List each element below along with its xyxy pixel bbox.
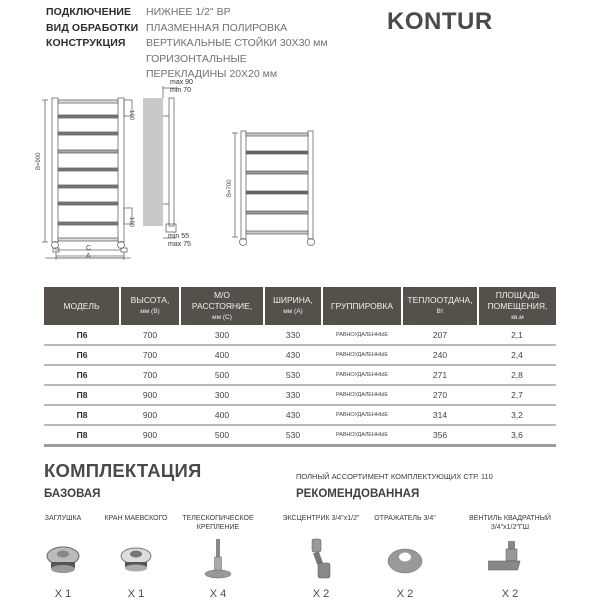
table-row: П8 900 500 530 РАВНОУДАЛЕННЫЕ 356 3,6 bbox=[44, 425, 556, 445]
table-header-row bbox=[44, 287, 556, 325]
kit-item-eccentric: ЭКСЦЕНТРИК 3/4"х1/2" X 2 bbox=[282, 515, 360, 600]
spec-label: ВИД ОБРАБОТКИ bbox=[46, 21, 139, 34]
header-room-area: ПЛОЩАДЬ ПОМЕЩЕНИЯ, кв.м bbox=[478, 287, 556, 325]
kit-note: ПОЛНЫЙ АССОРТИМЕНТ КОМПЛЕКТУЮЩИХ СТР. 110 bbox=[296, 472, 493, 481]
header-heat-output: ТЕПЛООТДАЧА, Вт bbox=[402, 287, 478, 325]
eccentric-icon bbox=[281, 534, 361, 584]
kit-item-square-valve: ВЕНТИЛЬ КВАДРАТНЫЙ 3/4"х1/2"ГШ X 2 bbox=[460, 514, 560, 600]
front-drawing-small bbox=[225, 125, 325, 250]
header-distance: М/О РАССТОЯНИЕ, мм (C) bbox=[180, 287, 264, 325]
table-row: П8 900 300 330 РАВНОУДАЛЕННЫЕ 270 2,7 bbox=[44, 385, 556, 405]
air-valve-icon bbox=[96, 534, 176, 584]
kit-item-air-valve: КРАН МАЕВСКОГО X 1 bbox=[96, 514, 176, 600]
specs-block bbox=[46, 5, 328, 83]
spec-label: КОНСТРУКЦИЯ bbox=[46, 37, 126, 49]
kit-recommended-title: РЕКОМЕНДОВАННАЯ bbox=[296, 488, 420, 500]
kit-item-reflector: ОТРАЖАТЕЛЬ 3/4" X 2 bbox=[365, 514, 445, 600]
svg-text:100: 100 bbox=[128, 217, 134, 228]
svg-text:B=900: B=900 bbox=[36, 152, 42, 170]
side-bottom-dim-max: max 75 bbox=[168, 241, 191, 248]
kit-base-title: БАЗОВАЯ bbox=[44, 488, 101, 500]
svg-text:A: A bbox=[86, 253, 91, 260]
svg-text:B=700: B=700 bbox=[227, 179, 233, 197]
brand-title: KONTUR bbox=[387, 8, 493, 35]
spec-value: ВЕРТИКАЛЬНЫЕ СТОЙКИ 30Х30 мм bbox=[146, 37, 328, 49]
header-height: ВЫСОТА, мм (B) bbox=[120, 287, 180, 325]
square-valve-icon bbox=[460, 534, 560, 584]
reflector-icon bbox=[365, 534, 445, 584]
spec-continuation: ГОРИЗОНТАЛЬНЫЕ bbox=[146, 52, 247, 65]
header-group: ГРУППИРОВКА bbox=[322, 287, 402, 325]
models-table bbox=[44, 287, 556, 447]
svg-text:C: C bbox=[86, 245, 92, 252]
kit-title: КОМПЛЕКТАЦИЯ bbox=[44, 460, 202, 481]
plug-icon bbox=[23, 534, 103, 584]
telescopic-mount-icon bbox=[178, 534, 258, 584]
svg-text:100: 100 bbox=[128, 110, 134, 121]
side-top-dim-max: max 90 bbox=[170, 79, 193, 86]
table-row: П6 700 500 530 РАВНОУДАЛЕННЫЕ 271 2,8 bbox=[44, 365, 556, 385]
kit-item-telescopic-mount: ТЕЛЕСКОПИЧЕСКОЕ КРЕПЛЕНИЕ X 4 bbox=[178, 514, 258, 600]
spec-value: НИЖНЕЕ 1/2" ВР bbox=[146, 6, 231, 18]
spec-row-finish bbox=[46, 21, 328, 37]
side-top-dim-min: min 70 bbox=[170, 87, 192, 94]
spec-continuation: ПЕРЕКЛАДИНЫ 20Х20 мм bbox=[146, 68, 278, 80]
bottom-view-drawing bbox=[50, 246, 130, 264]
table-row: П8 900 400 430 РАВНОУДАЛЕННЫЕ 314 3,2 bbox=[44, 405, 556, 425]
side-drawing bbox=[140, 76, 200, 248]
front-drawing-large bbox=[30, 90, 140, 265]
header-model: МОДЕЛЬ bbox=[44, 287, 120, 325]
kit-item-plug: ЗАГЛУШКА X 1 bbox=[23, 514, 103, 600]
spec-row-construction bbox=[46, 36, 328, 52]
spec-row-connection bbox=[46, 5, 328, 21]
table-row: П6 700 400 430 РАВНОУДАЛЕННЫЕ 240 2,4 bbox=[44, 345, 556, 365]
spec-label: ПОДКЛЮЧЕНИЕ bbox=[46, 6, 132, 18]
spec-value: ПЛАЗМЕННАЯ ПОЛИРОВКА bbox=[146, 21, 288, 34]
side-bottom-dim-min: min 55 bbox=[168, 233, 190, 240]
table-row: П6 700 300 330 РАВНОУДАЛЕННЫЕ 207 2,1 bbox=[44, 325, 556, 345]
header-width: ШИРИНА, мм (A) bbox=[264, 287, 322, 325]
